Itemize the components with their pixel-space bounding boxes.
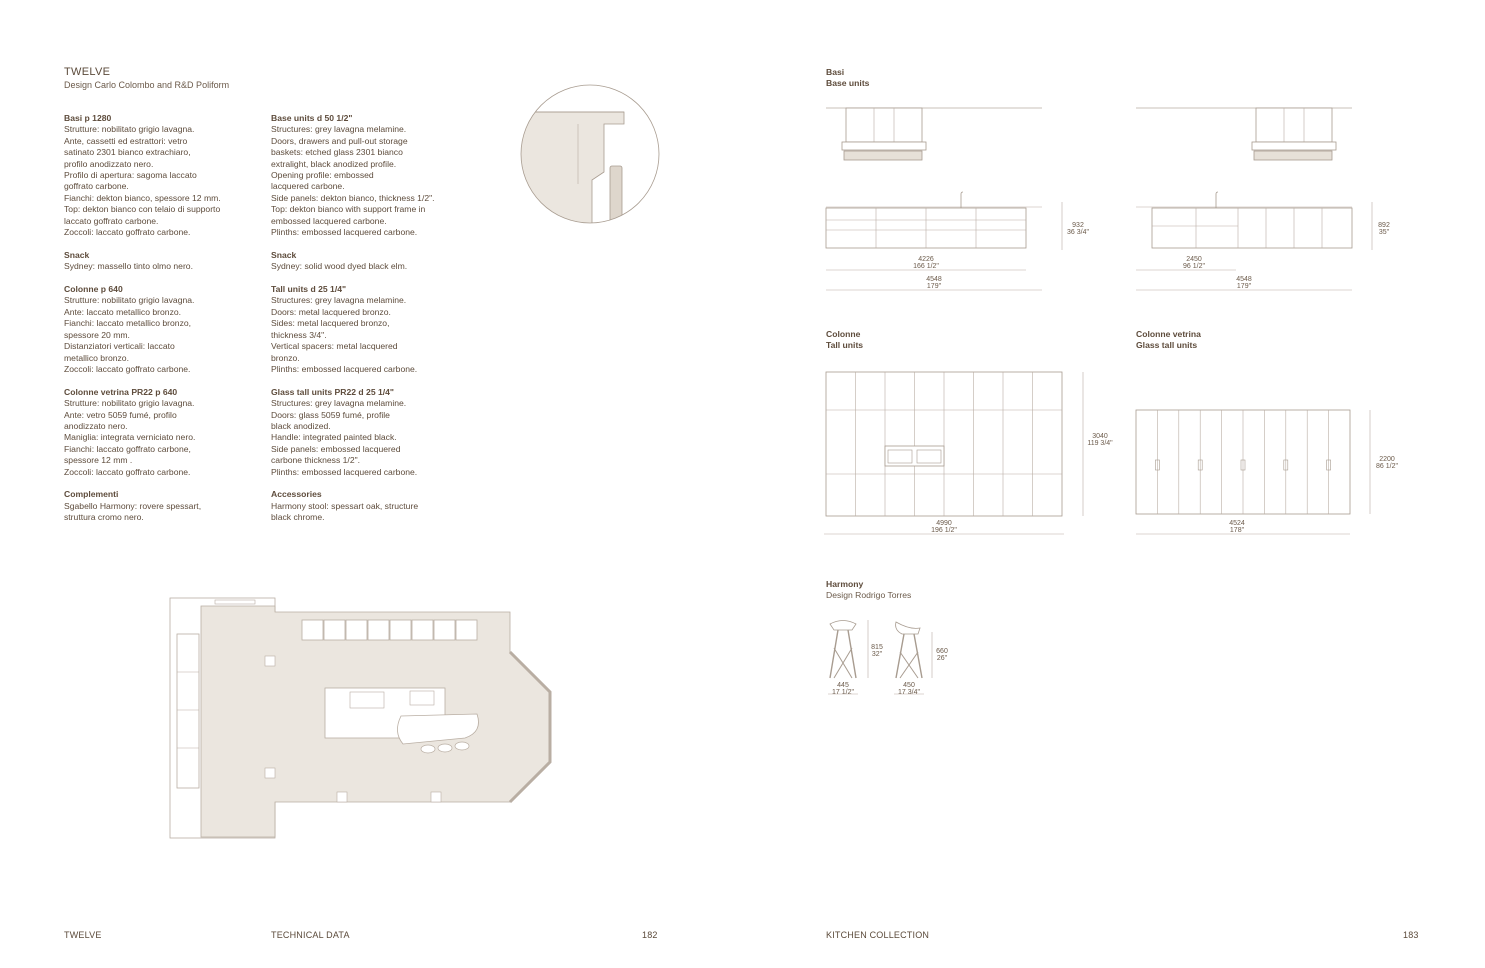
spec-line: Handle: integrated painted black. xyxy=(271,432,397,443)
stool1-height-dim: 815 32" xyxy=(871,644,883,658)
footer-left-page-number: 182 xyxy=(642,930,658,940)
spec-line: Plinths: embossed lacquered carbone. xyxy=(271,363,418,374)
spec-line: thickness 3/4". xyxy=(271,329,327,340)
base2-height-dim: 892 35" xyxy=(1378,222,1390,236)
colonne-subtitle: Tall units xyxy=(826,340,864,351)
basi-title: Basi xyxy=(826,67,845,77)
spec-heading: Complementi xyxy=(64,489,119,500)
spec-heading: Snack xyxy=(64,249,90,260)
spec-line: Maniglia: integrata verniciato nero. xyxy=(64,432,196,443)
stool2-height-dim: 660 26" xyxy=(936,648,948,662)
spec-heading: Snack xyxy=(271,249,297,260)
spec-line: black chrome. xyxy=(271,512,325,523)
harmony-heading xyxy=(826,579,911,602)
spec-line: Harmony stool: spessart oak, structure xyxy=(271,500,419,511)
spec-block xyxy=(64,250,264,273)
spec-line: Structures: grey lavagna melamine. xyxy=(271,398,407,409)
base2-width-a-dim: 2450 96 1/2" xyxy=(1183,256,1205,270)
spec-heading: Colonne p 640 xyxy=(64,284,123,295)
spec-line: Vertical spacers: metal lacquered xyxy=(271,341,398,352)
spec-line: Zoccoli: laccato goffrato carbone. xyxy=(64,227,191,238)
vetrina-heading xyxy=(1136,329,1201,352)
basi-subtitle: Base units xyxy=(826,78,870,89)
base2-width-b-dim: 4548 179" xyxy=(1236,276,1252,290)
spec-heading: Base units d 50 1/2" xyxy=(271,113,353,123)
colonne-title: Colonne xyxy=(826,329,861,339)
spec-line: laccato goffrato carbone. xyxy=(64,215,159,226)
glass-tall-units-drawing xyxy=(1134,406,1394,540)
spec-line: extralight, black anodized profile. xyxy=(271,158,397,169)
spec-line: Sydney: massello tinto olmo nero. xyxy=(64,261,193,272)
base1-width-b-dim: 4548 179" xyxy=(926,276,942,290)
spec-line: Fianchi: laccato metallico bronzo, xyxy=(64,318,192,329)
spec-line: embossed lacquered carbone. xyxy=(271,215,387,226)
stool2-width-dim: 450 17 3/4" xyxy=(898,682,920,696)
spec-line: Ante, cassetti ed estrattori: vetro xyxy=(64,135,188,146)
spec-block xyxy=(271,284,471,375)
spec-line: carbone thickness 1/2". xyxy=(271,455,361,466)
base1-width-a-dim: 4226 166 1/2" xyxy=(913,256,939,270)
spec-line: Side panels: embossed lacquered xyxy=(271,443,401,454)
spec-line: Fianchi: laccato goffrato carbone, xyxy=(64,443,191,454)
spec-block xyxy=(64,489,264,523)
harmony-subtitle: Design Rodrigo Torres xyxy=(826,590,912,601)
spec-heading: Colonne vetrina PR22 p 640 xyxy=(64,386,178,397)
spec-line: profilo anodizzato nero. xyxy=(64,158,154,169)
vetrina-title: Colonne vetrina xyxy=(1136,329,1201,339)
spec-line: satinato 2301 bianco extrachiaro, xyxy=(64,147,191,158)
spec-line: Side panels: dekton bianco, thickness 1/2". xyxy=(271,192,435,203)
spec-block xyxy=(271,250,471,273)
footer-left-title: TWELVE xyxy=(64,930,102,940)
tall-units-drawing xyxy=(824,370,1094,540)
stool1-width-dim: 445 17 1/2" xyxy=(832,682,854,696)
spec-line: black anodized. xyxy=(271,420,331,431)
spec-line: Distanziatori verticali: laccato xyxy=(64,341,175,352)
footer-left-section: TECHNICAL DATA xyxy=(271,930,350,940)
spec-heading: Basi p 1280 xyxy=(64,113,112,123)
spec-line: bronzo. xyxy=(271,352,300,363)
spec-line: Fianchi: dekton bianco, spessore 12 mm. xyxy=(64,192,221,203)
spec-line: Structures: grey lavagna melamine. xyxy=(271,124,407,135)
footer-right-page-number: 183 xyxy=(1403,930,1419,940)
italian-specs xyxy=(64,113,264,535)
spec-line: spessore 12 mm . xyxy=(64,455,133,466)
tall-width-dim: 4990 196 1/2" xyxy=(931,520,957,534)
spec-line: Sgabello Harmony: rovere spessart, xyxy=(64,500,202,511)
glass-width-dim: 4524 178" xyxy=(1229,520,1245,534)
spec-line: anodizzato nero. xyxy=(64,420,128,431)
footer-right-section: KITCHEN COLLECTION xyxy=(826,930,930,940)
harmony-title: Harmony xyxy=(826,579,864,589)
spec-block xyxy=(64,113,264,238)
spec-block xyxy=(271,489,471,523)
spec-line: Sides: metal lacquered bronzo, xyxy=(271,318,390,329)
profile-detail-drawing xyxy=(520,84,660,224)
spec-line: Strutture: nobilitato grigio lavagna. xyxy=(64,398,195,409)
base-units-drawing-2 xyxy=(1136,100,1356,300)
spec-line: spessore 20 mm. xyxy=(64,329,130,340)
spec-block xyxy=(271,113,471,238)
tall-height-dim: 3040 119 3/4" xyxy=(1087,433,1113,447)
kitchen-floor-plan xyxy=(165,592,565,842)
spec-line: Zoccoli: laccato goffrato carbone. xyxy=(64,363,191,374)
spec-heading: Glass tall units PR22 d 25 1/4" xyxy=(271,386,395,397)
spec-line: Sydney: solid wood dyed black elm. xyxy=(271,261,408,272)
spec-line: Profilo di apertura: sagoma laccato xyxy=(64,170,197,181)
colonne-heading xyxy=(826,329,863,352)
spec-heading: Tall units d 25 1/4" xyxy=(271,284,347,295)
spec-line: Ante: vetro 5059 fumé, profilo xyxy=(64,409,177,420)
spec-line: struttura cromo nero. xyxy=(64,512,144,523)
spec-line: Plinths: embossed lacquered carbone. xyxy=(271,466,418,477)
spec-line: baskets: etched glass 2301 bianco xyxy=(271,147,403,158)
spec-line: metallico bronzo. xyxy=(64,352,129,363)
spec-line: Ante: laccato metallico bronzo. xyxy=(64,306,182,317)
spec-line: Top: dekton bianco with support frame in xyxy=(271,204,426,215)
spec-line: Opening profile: embossed xyxy=(271,170,374,181)
base-units-drawing-1 xyxy=(826,100,1046,300)
spec-block xyxy=(64,387,264,478)
glass-height-dim: 2200 86 1/2" xyxy=(1376,456,1398,470)
spec-line: Zoccoli: laccato goffrato carbone. xyxy=(64,466,191,477)
spec-line: Plinths: embossed lacquered carbone. xyxy=(271,227,418,238)
spec-heading: Accessories xyxy=(271,489,322,500)
spec-line: goffrato carbone. xyxy=(64,181,129,192)
spec-line: Top: dekton bianco con telaio di supporto xyxy=(64,204,221,215)
basi-heading xyxy=(826,67,869,90)
vetrina-subtitle: Glass tall units xyxy=(1136,340,1198,351)
page-subtitle: Design Carlo Colombo and R&D Poliform xyxy=(64,80,230,90)
spec-line: Doors, drawers and pull-out storage xyxy=(271,135,408,146)
english-specs xyxy=(271,113,471,535)
spec-line: Strutture: nobilitato grigio lavagna. xyxy=(64,295,195,306)
page-title: TWELVE xyxy=(64,66,111,78)
base1-height-dim: 932 36 3/4" xyxy=(1067,222,1089,236)
spec-line: lacquered carbone. xyxy=(271,181,345,192)
spec-line: Doors: glass 5059 fumé, profile xyxy=(271,409,390,420)
spec-block xyxy=(64,284,264,375)
spec-line: Structures: grey lavagna melamine. xyxy=(271,295,407,306)
spec-line: Strutture: nobilitato grigio lavagna. xyxy=(64,124,195,135)
spec-line: Doors: metal lacquered bronzo. xyxy=(271,306,391,317)
spec-block xyxy=(271,387,471,478)
